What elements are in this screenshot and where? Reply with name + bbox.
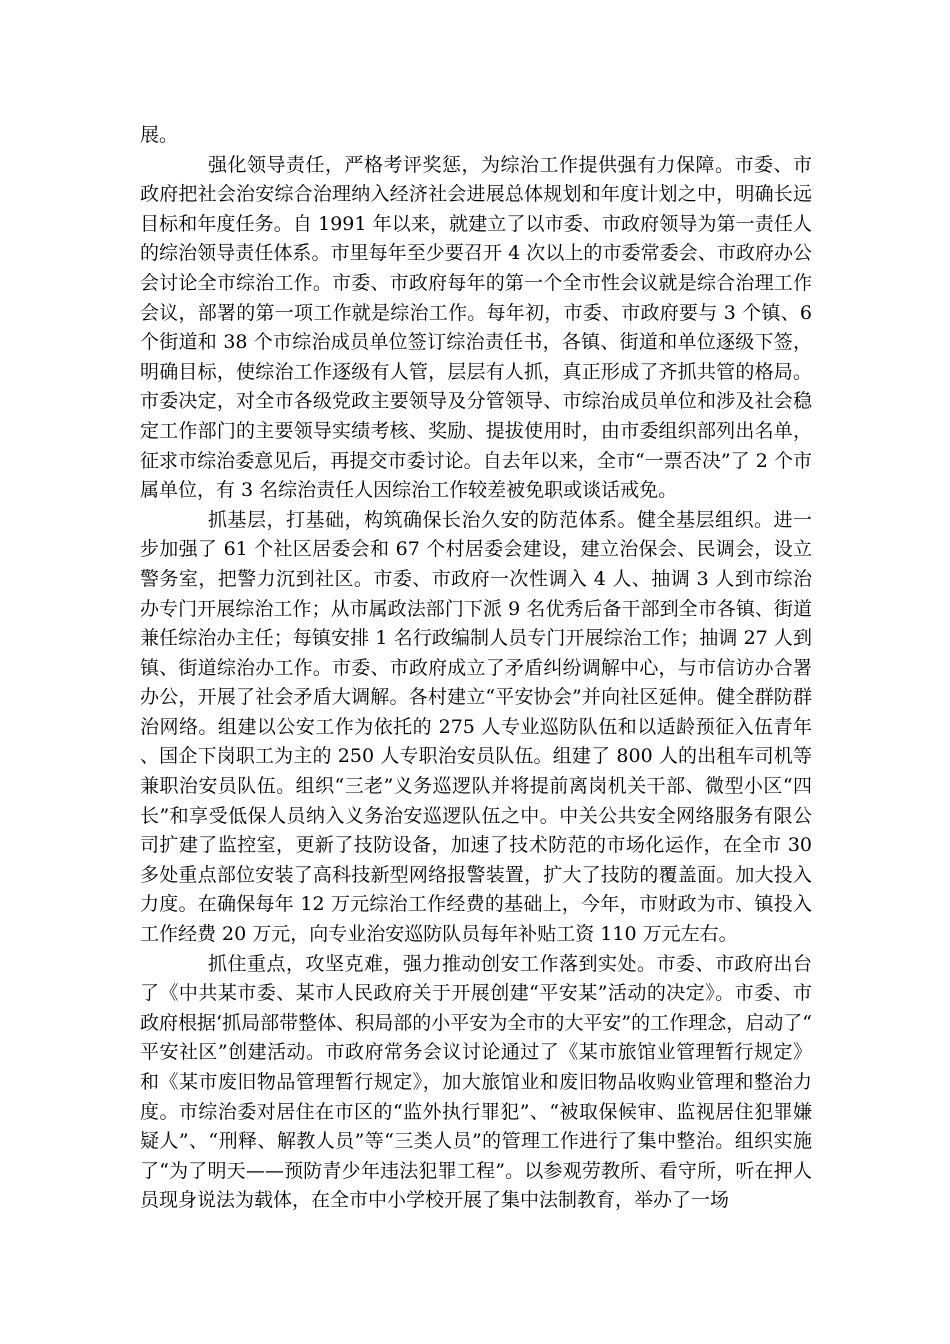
paragraph-1: 展。 [140,124,179,146]
paragraph-3: 抓基层，打基础，构筑确保长治久安的防范体系。健全基层组织。进一步加强了 61 个社区居委会和 67 个村居委会建设，建立治保会、民调会，设立警务室，把警力沉到社区。市委、市政府一次性调入 4 人、抽调 3 人到市综治办专门开展综治工作；从市属政法部门下派 9 名优秀后备干部到全市各镇、街道兼任综治办主任；每镇安排 1 名行政编制人员专门开展综治工作；抽调 27 人到镇、街道综治办工作。市委、市政府成立了矛盾纠纷调解中心，与市信访办合署办公，开展了社会矛盾大调解。各村建立“平安协会”并向社区延伸。健全群防群治网络。组建以公安工作为依托的 275 人专业巡防队伍和以适龄预征入伍青年、国企下岗职工为主的 250 人专职治安员队伍。组建了 800 人的出租车司机等兼职治安员队伍。组织“三老”义务巡逻队并将提前离岗机关干部、微型小区“四长”和享受低保人员纳入义务治安巡逻队伍之中。中关公共安全网络服务有限公司扩建了监控室，更新了技防设备，加速了技术防范的市场化运作，在全市 30 多处重点部位安装了高科技新型网络报警装置，扩大了技防的覆盖面。加大投入力度。在确保每年 12 万元综治工作经费的基础上，今年，市财政为市、镇投入工作经费 20 万元，向专业治安巡防队员每年补贴工资 110 万元左右。 [140,508,812,946]
document-page [140,121,812,1216]
paragraph-2: 强化领导责任，严格考评奖惩，为综治工作提供强有力保障。市委、市政府把社会治安综合治理纳入经济社会进展总体规划和年度计划之中，明确长远目标和年度任务。自 1991 年以来，就建立了以市委、市政府领导为第一责任人的综治领导责任体系。市里每年至少要召开 4 次以上的市委常委会、市政府办公会讨论全市综治工作。市委、市政府每年的第一个全市性会议就是综合治理工作会议，部署的第一项工作就是综治工作。每年初，市委、市政府要与 3 个镇、6 个街道和 38 个市综治成员单位签订综治责任书，各镇、街道和单位逐级下签，明确目标，使综治工作逐级有人管，层层有人抓，真正形成了齐抓共管的格局。市委决定，对全市各级党政主要领导及分管领导、市综治成员单位和涉及社会稳定工作部门的主要领导实绩考核、奖励、提拔使用时，由市委组织部列出名单，征求市综治委意见后，再提交市委讨论。自去年以来，全市“一票否决”了 2 个市属单位，有 3 名综治责任人因综治工作较差被免职或谈话戒免。 [140,153,812,502]
paragraph-4: 抓住重点，攻坚克难，强力推动创安工作落到实处。市委、市政府出台了《中共某市委、某市人民政府关于开展创建“平安某”活动的决定》。市委、市政府根据‘抓局部带整体、积局部的小平安为全市的大平安”的工作理念，启动了“平安社区”创建活动。市政府常务会议讨论通过了《某市旅馆业管理暂行规定》和《某市废旧物品管理暂行规定》，加大旅馆业和废旧物品收购业管理和整治力度。市综治委对居住在市区的“监外执行罪犯”、“被取保候审、监视居住犯罪嫌疑人”、“刑释、解教人员”等“三类人员”的管理工作进行了集中整治。组织实施了“为了明天——预防青少年违法犯罪工程”。以参观劳教所、看守所，听在押人员现身说法为载体，在全市中小学校开展了集中法制教育，举办了一场 [140,952,812,1212]
